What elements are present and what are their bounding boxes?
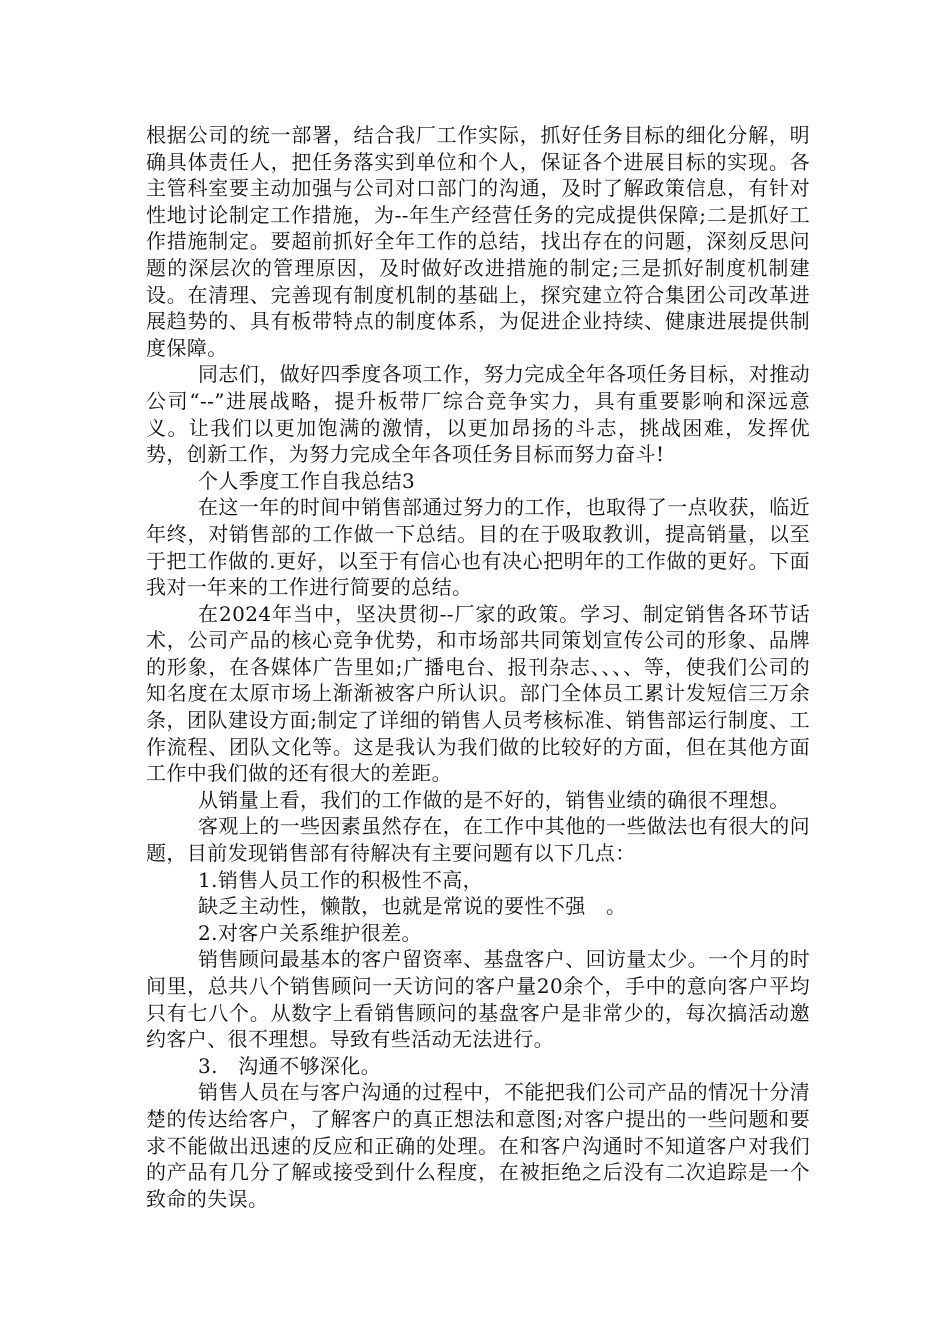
- list-item-2-detail: 销售顾问最基本的客户留资率、基盘客户、回访量太少。一个月的时间里，总共八个销售顾问一天访问的客户量20余个，手中的意向客户平均只有七八个。从数字上看销售顾问的基盘客户是非常少的，每次搞活动邀约客户、很不理想。导致有些活动无法进行。: [146, 947, 810, 1052]
- paragraph-measures: 根据公司的统一部署，结合我厂工作实际，抓好任务目标的细化分解，明确具体责任人，把任务落实到单位和个人，保证各个进展目标的实现。各主管科室要主动加强与公司对口部门的沟通，及时了解政策信息，有针对性地讨论制定工作措施，为--年生产经营任务的完成提供保障;二是抓好工作措施制定。要超前抓好全年工作的总结，找出存在的问题，深刻反思问题的深层次的管理原因，及时做好改进措施的制定;三是抓好制度机制建设。在清理、完善现有制度机制的基础上，探究建立符合集团公司改革进展趋势的、具有板带特点的制度体系，为促进企业持续、健康进展提供制度保障。: [146, 123, 810, 360]
- paragraph-problems-intro: 客观上的一些因素虽然存在，在工作中其他的一些做法也有很大的问题，目前发现销售部有待解决有主要问题有以下几点：: [146, 814, 810, 866]
- list-item-1-detail: 缺乏主动性，懒散，也就是常说的要性不强 。: [198, 894, 627, 919]
- paragraph-achievements: 在2024年当中，坚决贯彻--厂家的政策。学习、制定销售各环节话术，公司产品的核心竞争优势，和市场部共同策划宣传公司的形象、品牌的形象，在各媒体广告里如;广播电台、报刊杂志、、、、等，使我们公司的知名度在太原市场上渐渐被客户所认识。部门全体员工累计发短信三万余条，团队建设方面;制定了详细的销售人员考核标准、销售部运行制度、工作流程、团队文化等。这是我认为我们做的比较好的方面，但在其他方面工作中我们做的还有很大的差距。: [146, 601, 810, 786]
- list-item-3-detail: 销售人员在与客户沟通的过程中，不能把我们公司产品的情况十分清楚的传达给客户，了解客户的真正想法和意图;对客户提出的一些问题和要求不能做出迅速的反应和正确的处理。在和客户沟通时不知道客户对我们的产品有几分了解或接受到什么程度，在被拒绝之后没有二次追踪是一个致命的失误。: [146, 1080, 810, 1211]
- list-item-1: 1.销售人员工作的积极性不高，: [198, 867, 484, 892]
- list-item-2: 2.对客户关系维护很差。: [198, 920, 422, 945]
- section-heading: 个人季度工作自我总结3: [198, 468, 416, 493]
- paragraph-intro: 在这一年的时间中销售部通过努力的工作，也取得了一点收获，临近年终，对销售部的工作做一下总结。目的在于吸取教训，提高销量，以至于把工作做的.更好，以至于有信心也有决心把明年的工作做的更好。下面我对一年来的工作进行简要的总结。: [146, 495, 810, 600]
- document-body: [146, 122, 810, 1212]
- list-item-3: 3. 沟通不够深化。: [198, 1053, 382, 1078]
- paragraph-sales-volume: 从销量上看，我们的工作做的是不好的，销售业绩的确很不理想。: [198, 787, 790, 812]
- paragraph-closing-appeal: 同志们，做好四季度各项工作，努力完成全年各项任务目标，对推动公司“--”进展战略，提升板带厂综合竞争实力，具有重要影响和深远意义。让我们以更加饱满的激情，以更加昂扬的斗志，挑战困难，发挥优势，创新工作，为努力完成全年各项任务目标而努力奋斗!: [146, 362, 810, 467]
